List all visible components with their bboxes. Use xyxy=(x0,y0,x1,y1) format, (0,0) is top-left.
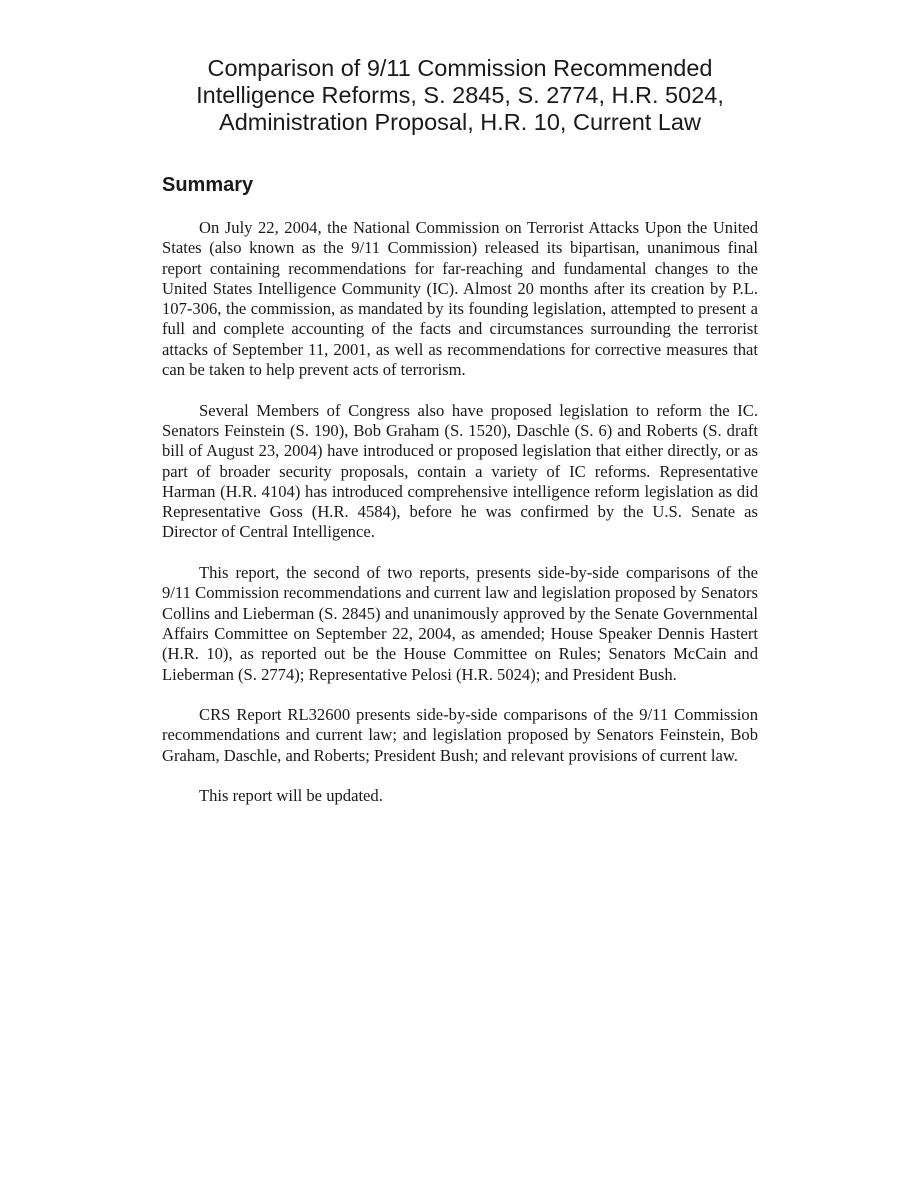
section-heading: Summary xyxy=(162,174,254,196)
summary-paragraph: This report, the second of two reports, presents side-by-side comparisons of the 9/11 Commission recommendations and current law and legislation proposed by Senators Collins and Lieberman (S. 2845) and unanimously approved by the Senate Governmental Affairs Committee on September 22, 2004, as amended; House Speaker Dennis Hastert (H.R. 10), as reported out be the House Committee on Rules; Senators McCain and Lieberman (S. 2774); Representative Pelosi (H.R. 5024); and President Bush. xyxy=(162,563,758,684)
summary-body xyxy=(162,218,758,827)
summary-paragraph: On July 22, 2004, the National Commission on Terrorist Attacks Upon the United States (also known as the 9/11 Commission) released its bipartisan, unanimous final report containing recommendations for far-reaching and fundamental changes to the United States Intelligence Community (IC). Almost 20 months after its creation by P.L. 107-306, the commission, as mandated by its founding legislation, attempted to present a full and complete accounting of the facts and circumstances surrounding the terrorist attacks of September 11, 2001, as well as recommendations for corrective measures that can be taken to help prevent acts of terrorism. xyxy=(162,218,758,380)
document-title xyxy=(150,55,770,136)
title-line: Administration Proposal, H.R. 10, Current Law xyxy=(219,109,701,135)
summary-paragraph: CRS Report RL32600 presents side-by-side comparisons of the 9/11 Commission recommendations and current law; and legislation proposed by Senators Feinstein, Bob Graham, Daschle, and Roberts; President Bush; and relevant provisions of current law. xyxy=(162,705,758,765)
title-line: Comparison of 9/11 Commission Recommended xyxy=(207,55,713,81)
summary-paragraph: This report will be updated. xyxy=(199,786,383,806)
title-line: Intelligence Reforms, S. 2845, S. 2774, H.R. 5024, xyxy=(196,82,724,108)
summary-paragraph: Several Members of Congress also have proposed legislation to reform the IC. Senators Feinstein (S. 190), Bob Graham (S. 1520), Daschle (S. 6) and Roberts (S. draft bill of August 23, 2004) have introduced or proposed legislation that either directly, or as part of broader security proposals, contain a variety of IC reforms. Representative Harman (H.R. 4104) has introduced comprehensive intelligence reform legislation as did Representative Goss (H.R. 4584), before he was confirmed by the U.S. Senate as Director of Central Intelligence. xyxy=(162,400,758,542)
